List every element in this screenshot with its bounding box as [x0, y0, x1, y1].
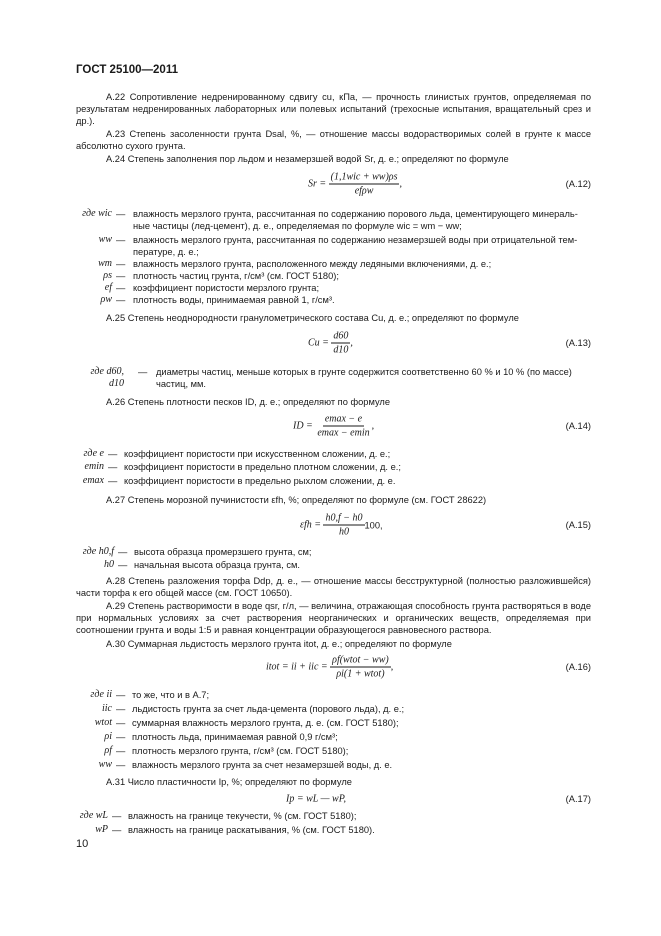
page-number: 10: [76, 838, 89, 850]
def-text: коэффициент пористости в предельно рыхлом сложении, д. е.: [124, 476, 396, 486]
equation-fraction: [329, 172, 400, 197]
def-text: плотность льда, принимаемая равной 0,9 г/см³;: [132, 732, 338, 742]
def-symbol: ww: [98, 234, 112, 245]
def-text: коэффициент пористости при искусственном сложении, д. е.;: [124, 449, 391, 459]
def-symbol: где wL: [79, 810, 108, 821]
paragraph-a25: А.25 Степень неоднородности гранулометрического состава Cu, д. е.; определяют по формуле: [106, 313, 519, 323]
equation-number: (А.17): [565, 794, 591, 804]
def-text: влажность мерзлого грунта, рассчитанная по содержанию порового льда, цементирующего минераль-ные частицы (лед-цемент), д. е., определяемая по формуле wic = wm − ww;: [133, 209, 578, 231]
paragraph-a27: А.27 Степень морозной пучинистости εfh, %; определяют по формуле (см. ГОСТ 28622): [106, 495, 487, 505]
equation-numerator: (1,1wic + ww)ρs: [330, 171, 398, 183]
equation-numerator: emax − e: [324, 413, 363, 425]
equation-denominator: d10: [333, 344, 349, 356]
def-text: диаметры частиц, меньше которых в грунте содержится соответственно 60 % и 10 % (по массе) частиц, мм.: [156, 367, 572, 389]
document-header: ГОСТ 25100—2011: [76, 64, 178, 76]
def-text: влажность на границе текучести, % (см. ГОСТ 5180);: [128, 811, 357, 821]
def-symbol: h0: [104, 559, 114, 570]
def-symbol: iic: [102, 703, 112, 714]
equation-fraction: [331, 331, 350, 356]
def-text: влажность мерзлого грунта, расположенного между ледяными включениями, д. е.;: [133, 259, 492, 269]
equation-tail: 100,: [364, 520, 383, 530]
def-symbol: emin: [84, 461, 104, 472]
equation-lhs: εfh =: [300, 519, 321, 531]
paragraph-a31: А.31 Число пластичности Ip, %; определяют по формуле: [106, 777, 352, 787]
equation-a15: [76, 511, 591, 539]
equation-denominator: ρi(1 + wtot): [336, 668, 385, 680]
equation-lhs: Cu =: [308, 337, 329, 349]
def-symbol: wP: [95, 824, 108, 835]
paragraph-a28: А.28 Степень разложения торфа Ddp, д. е., — отношение массы бесструктурной (полностью разложившейся) части торфа к его общей массе (см. ГОСТ 10650).: [76, 576, 591, 599]
equation-number: (А.13): [565, 338, 591, 348]
equation-fraction: [330, 655, 391, 680]
equation-number: (А.16): [565, 662, 591, 672]
def-text: плотность частиц грунта, г/см³ (см. ГОСТ 5180);: [133, 271, 339, 281]
def-symbol: где ii: [90, 689, 112, 700]
def-symbol: ef: [104, 282, 112, 293]
equation-denominator: h0: [338, 526, 349, 538]
equation-lhs: Sr =: [308, 178, 327, 190]
def-text: влажность мерзлого грунта за счет незамерзшей воды, д. е.: [132, 760, 393, 770]
equation-denominator: emax − emin: [317, 427, 370, 439]
equation-fraction: [323, 513, 364, 538]
equation-number: (А.15): [565, 520, 591, 530]
def-symbol: emax: [82, 475, 104, 486]
def-text: высота образца промерзшего грунта, см;: [134, 547, 312, 557]
def-symbol: где d60, d10: [90, 366, 124, 389]
def-text: льдистость грунта за счет льда-цемента (порового льда), д. е.;: [132, 704, 405, 714]
def-symbol: ρs: [103, 270, 112, 281]
def-text: плотность воды, принимаемая равной 1, г/см³.: [133, 295, 335, 305]
equation-a14: ID = $\frac{emax - e}{emax - emin}$ , (А.14): [293, 413, 591, 439]
paragraph-a26: А.26 Степень плотности песков ID, д. е.; определяют по формуле: [106, 397, 390, 407]
def-symbol: ρi: [104, 731, 112, 742]
def-text: суммарная влажность мерзлого грунта, д. е. (см. ГОСТ 5180);: [132, 718, 399, 728]
equation-number: (А.14): [565, 421, 591, 431]
def-text: коэффициент пористости мерзлого грунта;: [133, 283, 320, 293]
equation-number: (А.12): [565, 179, 591, 189]
equation-fraction: [315, 414, 371, 439]
paragraph-a22: А.22 Сопротивление недренированному сдвигу cu, кПа, — прочность глинистых грунтов, определяемая по результатам недренированных лабораторных или полевых испытаний (трехосные испытания, вращательный срез и др.).: [76, 92, 591, 127]
equation-a12: Sr = $\frac{\text{(1,1wic + ww)ρs}}{\text{efρw}}$ , (А.12): [308, 171, 591, 197]
equation-a17: [76, 785, 591, 813]
equation-lhs: itot = ii + iic =: [266, 661, 328, 673]
def-symbol: где wic: [82, 208, 112, 219]
equation-expression: Ip = wL — wP,: [286, 793, 347, 805]
equation-lhs: ID =: [293, 420, 313, 432]
def-symbol: ρw: [100, 294, 112, 305]
paragraph-a24: А.24 Степень заполнения пор льдом и незамерзшей водой Sr, д. е.; определяют по формуле: [106, 154, 509, 164]
def-symbol: где h0,f: [82, 546, 114, 557]
def-symbol: ww: [98, 759, 112, 770]
paragraph-a23: А.23 Степень засоленности грунта Dsal, %, — отношение массы водорастворимых солей в грунте к массе абсолютно сухого грунта.: [76, 129, 591, 152]
def-text: влажность на границе раскатывания, % (см. ГОСТ 5180).: [128, 825, 375, 835]
equation-a13: Cu = $\frac{d60}{d10}$ , (А.13): [308, 330, 591, 356]
paragraph-a30: А.30 Суммарная льдистость мерзлого грунта itot, д. е.; определяют по формуле: [106, 639, 452, 649]
equation-a16: itot = ii + iic = $\frac{\text{ρf(wtot − ww)}}{\text{ρi(1 + wtot)}}$ , (А.16): [266, 654, 591, 680]
equation-denominator: efρw: [354, 185, 374, 197]
equation-numerator: d60: [333, 330, 349, 342]
def-text: плотность мерзлого грунта, г/см³ (см. ГОСТ 5180);: [132, 746, 349, 756]
def-text: начальная высота образца грунта, см.: [134, 560, 300, 570]
def-symbol: где e: [83, 448, 104, 459]
paragraph-a29: А.29 Степень растворимости в воде qsr, г/л, — величина, отражающая способность грунта растворяться в воде при нормальных условиях за счет растворения неорганических и органических веществ, определяемая при соотношении грунта и воды 1:5 и равная концентрации образующегося равновесного раствора.: [76, 601, 591, 636]
def-symbol: wtot: [94, 717, 112, 728]
def-text: влажность мерзлого грунта, рассчитанная по содержанию незамерзшей воды при отрицательной тем-пературе, д. е.;: [133, 235, 578, 257]
def-symbol: ρf: [104, 745, 112, 756]
def-text: то же, что и в А.7;: [132, 690, 210, 700]
equation-numerator: ρf(wtot − ww): [332, 654, 389, 666]
def-symbol: wm: [98, 258, 112, 269]
def-text: коэффициент пористости в предельно плотном сложении, д. е.;: [124, 462, 401, 472]
equation-numerator: h0,f − h0: [325, 512, 363, 524]
